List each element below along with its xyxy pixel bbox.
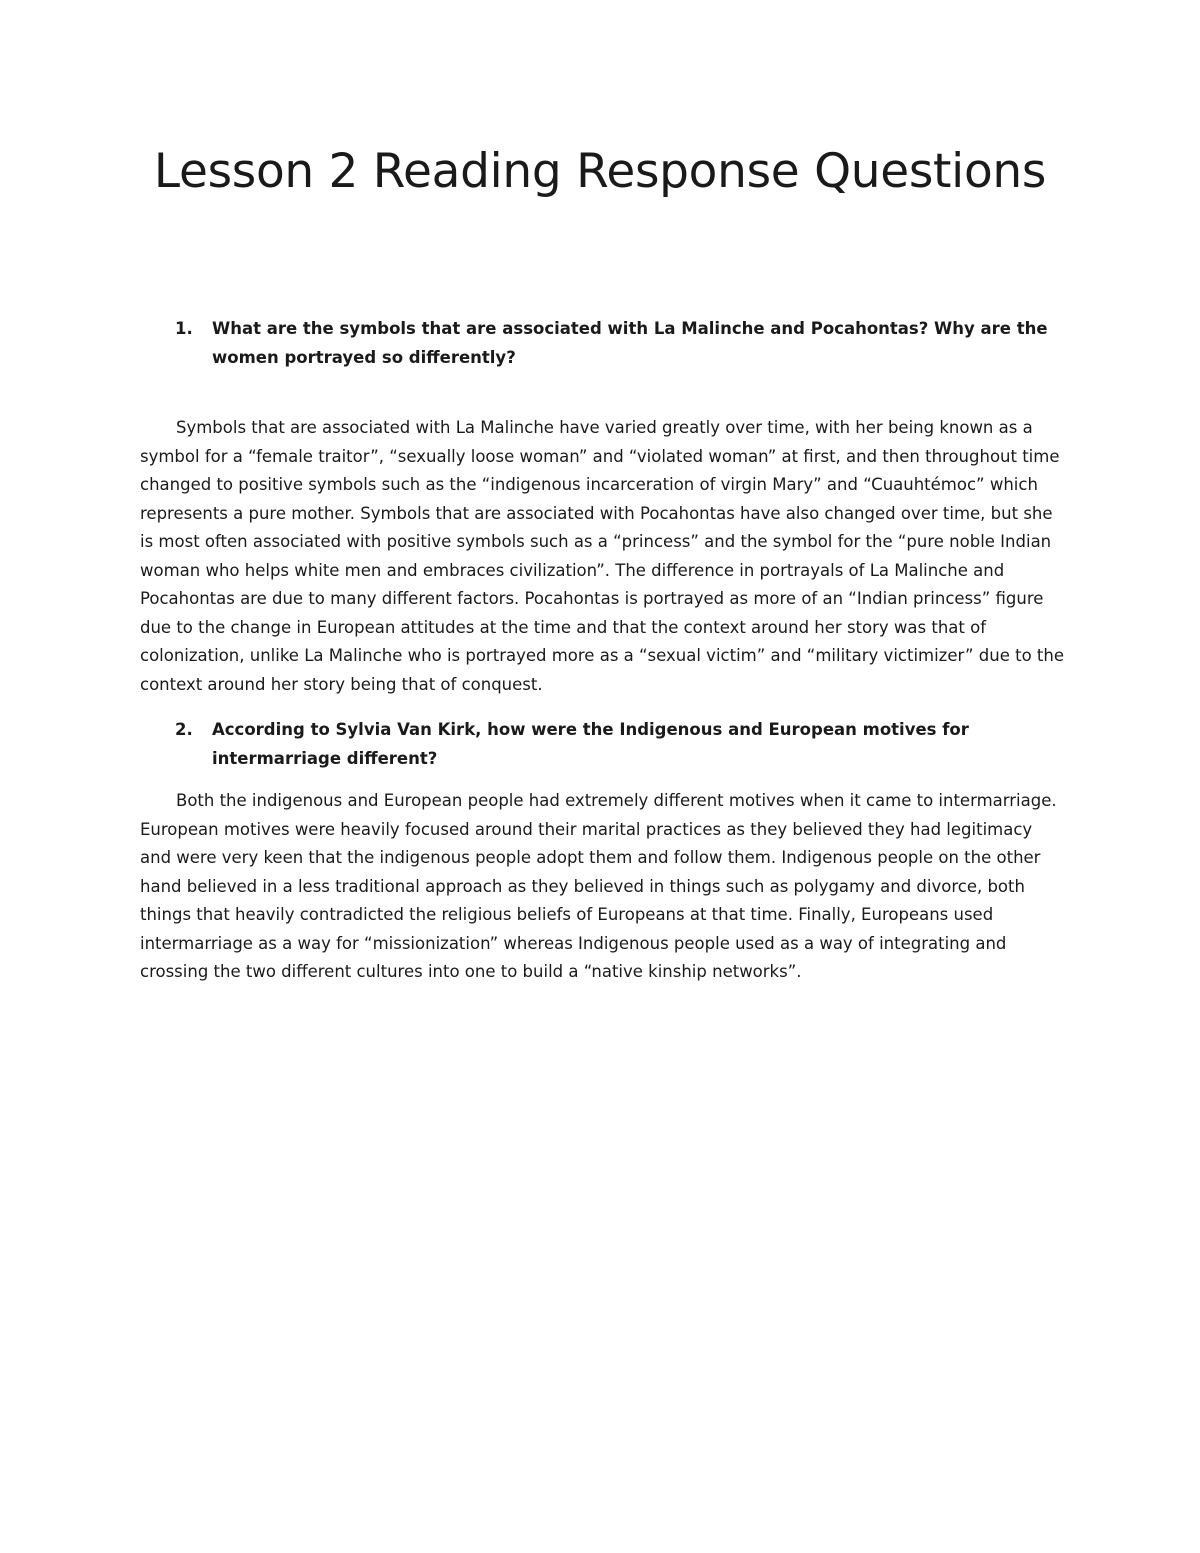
- question-2-number: 2.: [175, 720, 193, 739]
- question-1: [175, 314, 1055, 372]
- question-2-text: According to Sylvia Van Kirk, how were the Indigenous and European motives for intermarriage different?: [212, 720, 969, 768]
- question-2: [175, 715, 1055, 773]
- question-1-text: What are the symbols that are associated with La Malinche and Pocahontas? Why are the women portrayed so differently?: [212, 319, 1048, 367]
- question-1-number: 1.: [175, 319, 193, 338]
- answer-2: Both the indigenous and European people had extremely different motives when it came to intermarriage. European motives were heavily focused around their marital practices as they believed they had legitimacy and were very keen that the indigenous people adopt them and follow them. Indigenous people on the other hand believed in a less traditional approach as they believed in things such as polygamy and divorce, both things that heavily contradicted the religious beliefs of Europeans at that time. Finally, Europeans used intermarriage as a way for “missionization” whereas Indigenous people used as a way of integrating and crossing the two different cultures into one to build a “native kinship networks”.: [140, 791, 1057, 981]
- page-title: Lesson 2 Reading Response Questions: [153, 144, 1047, 199]
- answer-1: Symbols that are associated with La Malinche have varied greatly over time, with her being known as a symbol for a “female traitor”, “sexually loose woman” and “violated woman” at first, and then throughout time changed to positive symbols such as the “indigenous incarceration of virgin Mary” and “Cuauhtémoc” which represents a pure mother. Symbols that are associated with Pocahontas have also changed over time, but she is most often associated with positive symbols such as a “princess” and the symbol for the “pure noble Indian woman who helps white men and embraces civilization”. The difference in portrayals of La Malinche and Pocahontas are due to many different factors. Pocahontas is portrayed as more of an “Indian princess” figure due to the change in European attitudes at the time and that the context around her story was that of colonization, unlike La Malinche who is portrayed more as a “sexual victim” and “military victimizer” due to the context around her story being that of conquest.: [140, 418, 1064, 694]
